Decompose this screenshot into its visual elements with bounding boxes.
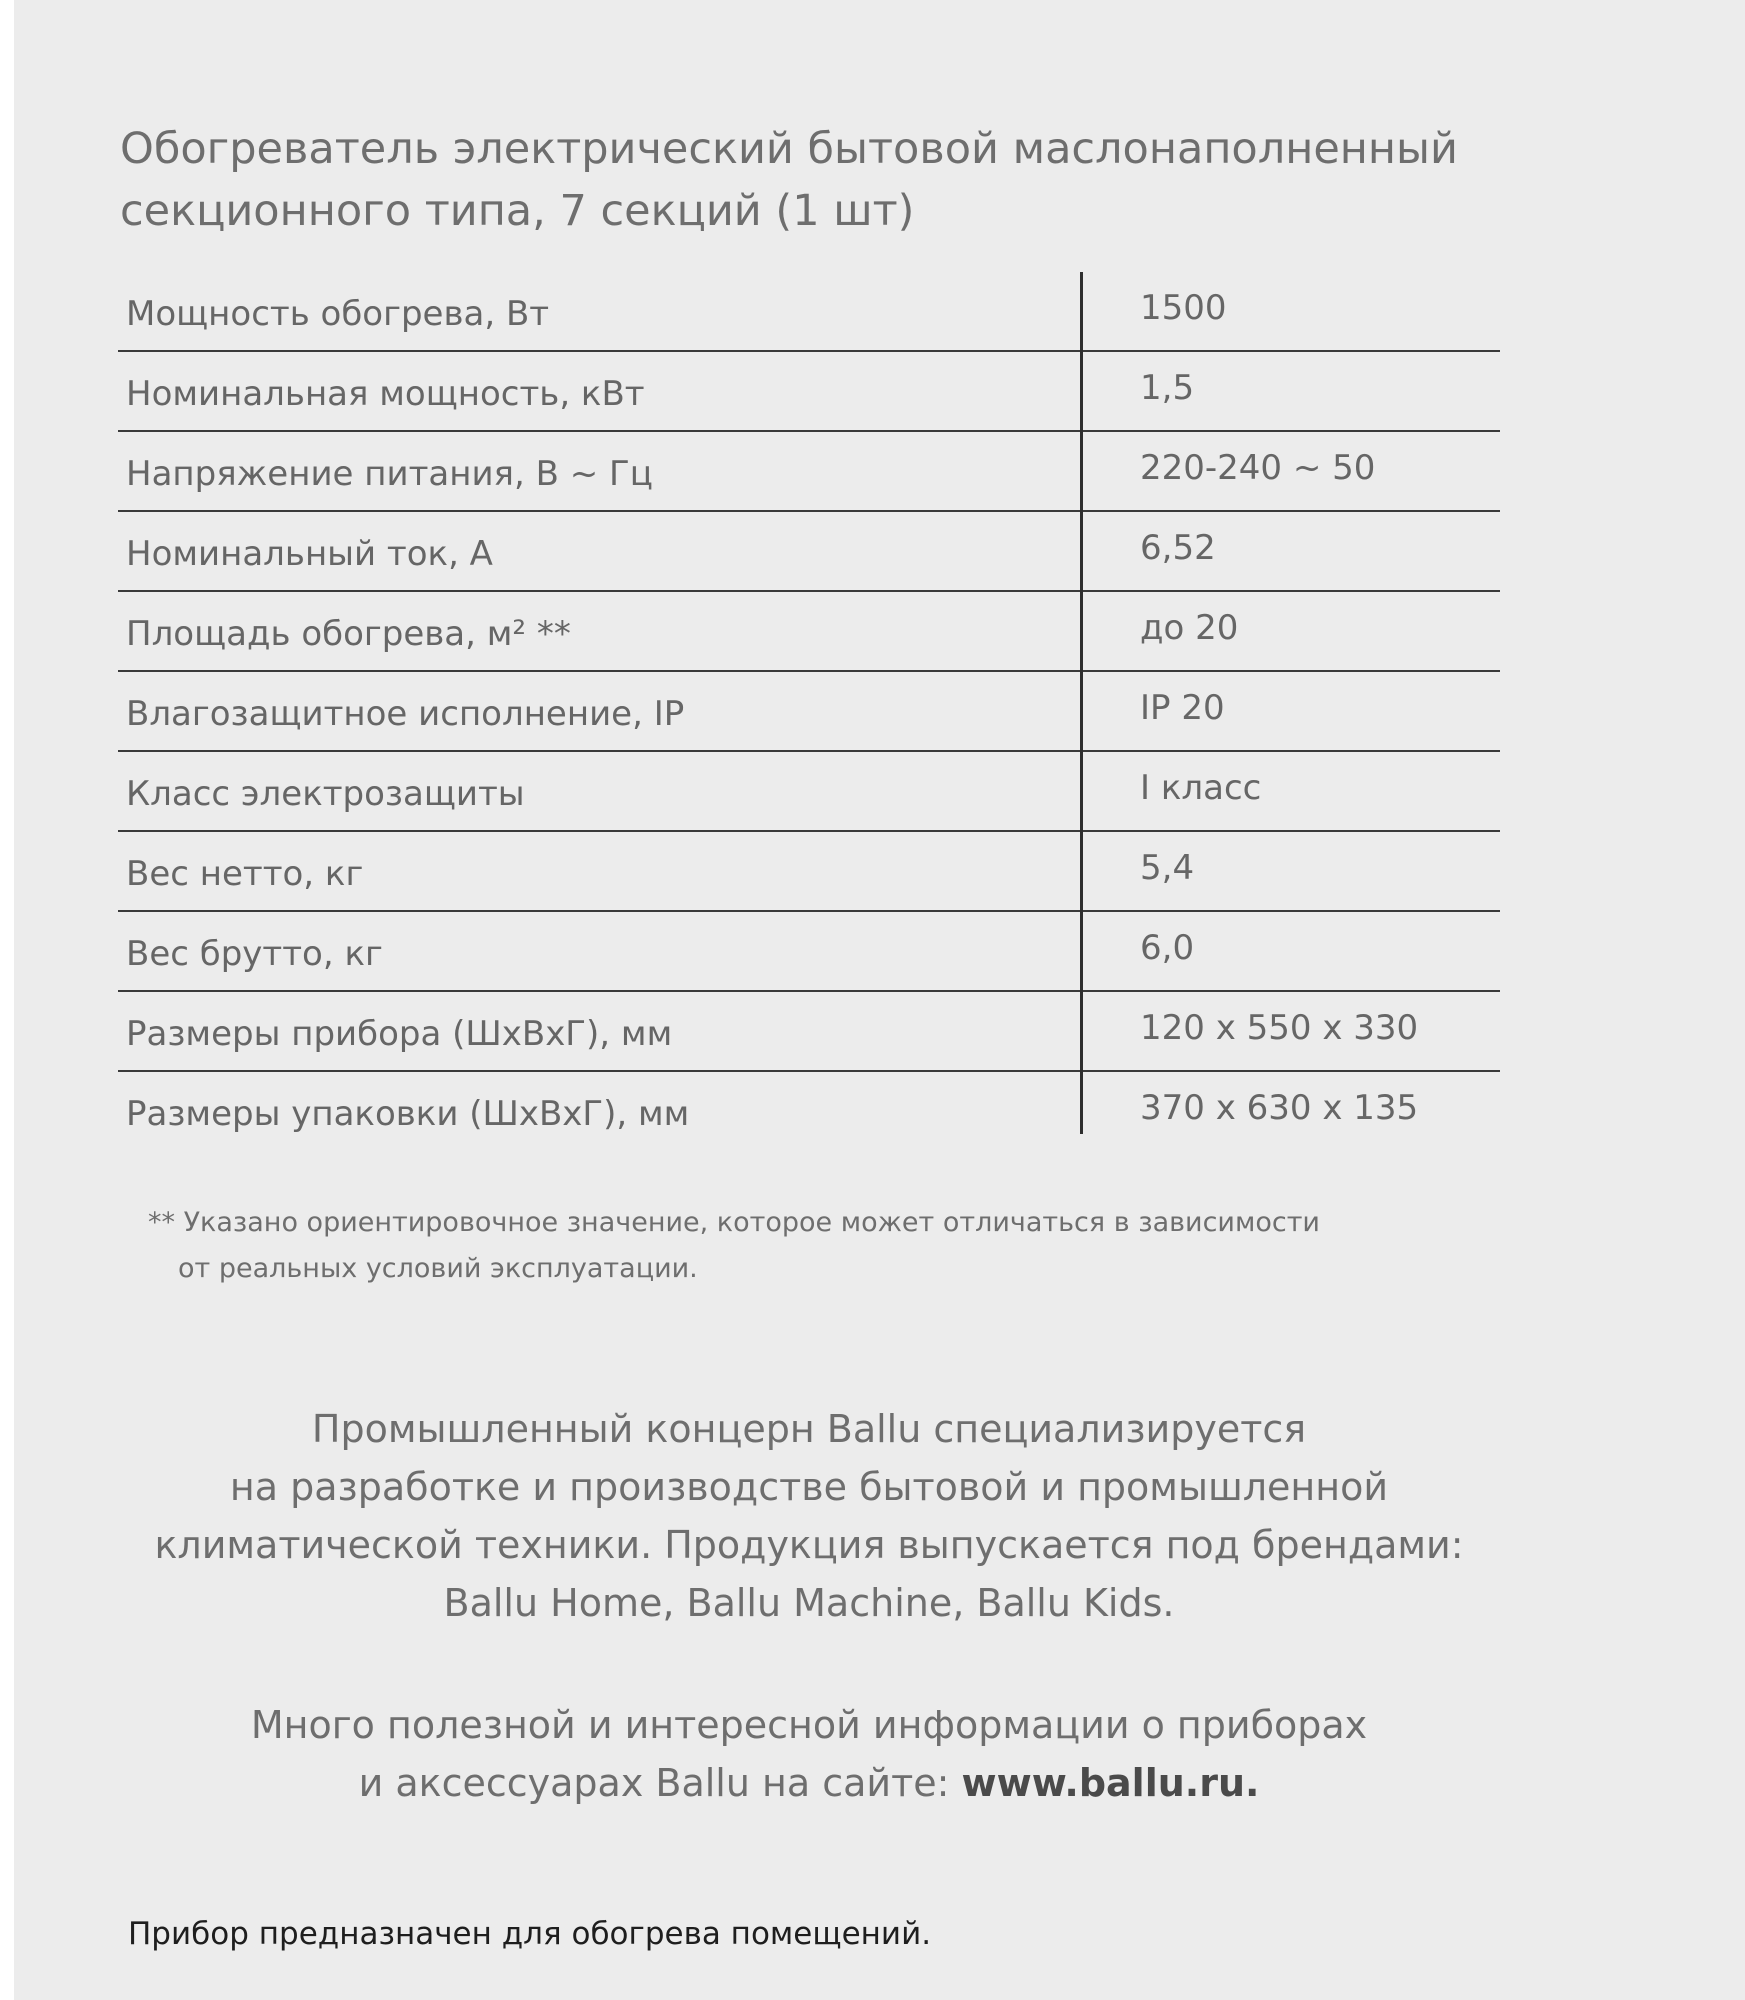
company-description-line-2: на разработке и производстве бытовой и промышленной xyxy=(229,1465,1389,1509)
company-description-line-4: Ballu Home, Ballu Machine, Ballu Kids. xyxy=(443,1581,1175,1625)
spec-value: 6,52 xyxy=(1140,528,1216,568)
spec-label: Площадь обогрева, м² ** xyxy=(126,614,571,654)
spec-value: I класс xyxy=(1140,768,1262,808)
specifications-table xyxy=(118,272,1500,1152)
spec-row xyxy=(118,992,1500,1072)
spec-row xyxy=(118,1072,1500,1152)
spec-row xyxy=(118,272,1500,352)
spec-row xyxy=(118,912,1500,992)
company-description xyxy=(94,1400,1524,1632)
document-page xyxy=(14,0,1745,2000)
spec-label: Размеры упаковки (ШхВхГ), мм xyxy=(126,1094,690,1134)
footnote-line-1: ** Указано ориентировочное значение, которое может отличаться в зависимости xyxy=(148,1207,1320,1238)
spec-label: Размеры прибора (ШхВхГ), мм xyxy=(126,1014,673,1054)
company-description-line-3: климатической техники. Продукция выпускается под брендами: xyxy=(154,1523,1464,1567)
spec-label: Мощность обогрева, Вт xyxy=(126,294,550,334)
company-description-line-1: Промышленный концерн Ballu специализируется xyxy=(311,1407,1307,1451)
spec-row xyxy=(118,672,1500,752)
spec-value: IP 20 xyxy=(1140,688,1225,728)
spec-label: Вес брутто, кг xyxy=(126,934,383,974)
website-info-line-1: Много полезной и интересной информации о приборах xyxy=(250,1703,1368,1747)
spec-value: 6,0 xyxy=(1140,928,1195,968)
spec-label: Напряжение питания, В ~ Гц xyxy=(126,454,653,494)
product-title-line-1: Обогреватель электрический бытовой маслонаполненный xyxy=(120,124,1458,174)
spec-row xyxy=(118,832,1500,912)
spec-value: до 20 xyxy=(1140,608,1239,648)
footnote xyxy=(148,1200,1448,1292)
spec-row xyxy=(118,752,1500,832)
spec-value: 220-240 ~ 50 xyxy=(1140,448,1376,488)
product-title xyxy=(120,118,1520,242)
spec-row xyxy=(118,432,1500,512)
website-info-prefix: и аксессуарах Ballu на сайте: xyxy=(358,1761,962,1805)
spec-row xyxy=(118,512,1500,592)
website-info-line-2 xyxy=(94,1754,1524,1812)
spec-row xyxy=(118,352,1500,432)
spec-label: Номинальный ток, А xyxy=(126,534,493,574)
spec-row xyxy=(118,592,1500,672)
spec-label: Номинальная мощность, кВт xyxy=(126,374,645,414)
table-column-divider xyxy=(1080,272,1083,1134)
spec-value: 370 x 630 x 135 xyxy=(1140,1088,1419,1128)
spec-value: 1500 xyxy=(1140,288,1227,328)
spec-value: 5,4 xyxy=(1140,848,1195,888)
footnote-line-2: от реальных условий эксплуатации. xyxy=(178,1253,698,1284)
spec-label: Класс электрозащиты xyxy=(126,774,525,814)
spec-label: Влагозащитное исполнение, IP xyxy=(126,694,685,734)
spec-label: Вес нетто, кг xyxy=(126,854,364,894)
product-title-line-2: секционного типа, 7 секций (1 шт) xyxy=(120,186,915,236)
website-info xyxy=(94,1696,1524,1812)
purpose-statement: Прибор предназначен для обогрева помещений. xyxy=(128,1916,932,1952)
spec-value: 120 x 550 x 330 xyxy=(1140,1008,1419,1048)
website-url[interactable]: www.ballu.ru. xyxy=(961,1761,1260,1805)
spec-value: 1,5 xyxy=(1140,368,1195,408)
